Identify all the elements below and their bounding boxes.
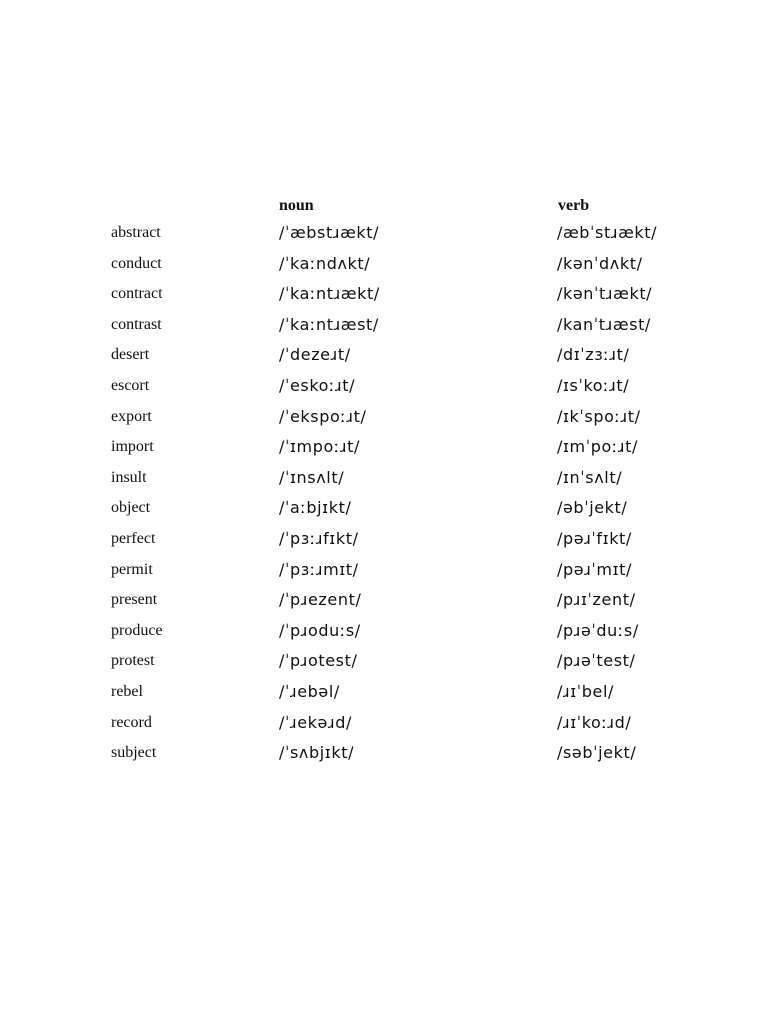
verb-pronunciation: /kanˈtɹæst/ — [557, 314, 651, 334]
noun-column-header: noun — [279, 197, 314, 214]
verb-pronunciation: /pəɹˈfɪkt/ — [557, 528, 632, 548]
noun-pronunciation: /ˈkaːndʌkt/ — [279, 253, 371, 273]
table-row — [0, 681, 768, 712]
noun-pronunciation: /ˈekspoːɹt/ — [279, 406, 367, 426]
table-row — [0, 497, 768, 528]
verb-pronunciation: /pɹəˈduːs/ — [557, 620, 639, 640]
word-label: record — [111, 713, 152, 731]
verb-pronunciation: /kənˈtɹækt/ — [557, 284, 653, 304]
table-row — [0, 222, 768, 253]
noun-pronunciation: /ˈkaːntɹæst/ — [279, 314, 379, 334]
pronunciation-table — [0, 222, 768, 773]
word-label: subject — [111, 744, 157, 762]
verb-pronunciation: /ɪkˈspoːɹt/ — [557, 406, 641, 426]
noun-pronunciation: /ˈkaːntɹækt/ — [279, 284, 380, 304]
word-label: abstract — [111, 224, 161, 241]
noun-pronunciation: /ˈpɹezent/ — [279, 590, 362, 610]
table-row — [0, 742, 768, 773]
word-label: rebel — [111, 682, 143, 700]
word-label: contrast — [111, 315, 162, 333]
table-row — [0, 620, 768, 651]
word-label: import — [111, 438, 154, 456]
noun-pronunciation: /ˈpɜːɹmɪt/ — [279, 559, 359, 579]
table-row — [0, 467, 768, 498]
word-label: produce — [111, 621, 163, 639]
word-label: export — [111, 407, 152, 425]
table-row — [0, 314, 768, 345]
noun-pronunciation: /ˈaːbjɪkt/ — [279, 498, 352, 518]
verb-pronunciation: /ɹɪˈbel/ — [557, 681, 614, 701]
word-label: present — [111, 591, 158, 609]
table-row — [0, 528, 768, 559]
verb-pronunciation: /səbˈjekt/ — [557, 743, 637, 763]
word-label: object — [111, 499, 151, 517]
noun-pronunciation: /ˈpɜːɹfɪkt/ — [279, 528, 359, 548]
verb-column-header: verb — [558, 197, 590, 214]
word-label: escort — [111, 376, 150, 394]
table-row — [0, 589, 768, 620]
word-label: insult — [111, 468, 147, 486]
verb-pronunciation: /əbˈjekt/ — [557, 498, 628, 518]
noun-pronunciation: /ˈeskoːɹt/ — [279, 375, 356, 395]
noun-pronunciation: /ˈsʌbjɪkt/ — [279, 743, 355, 763]
table-row — [0, 712, 768, 743]
verb-pronunciation: /dɪˈzɜːɹt/ — [557, 345, 630, 365]
table-row — [0, 283, 768, 314]
verb-pronunciation: /ɪsˈkoːɹt/ — [557, 375, 630, 395]
word-label: permit — [111, 560, 153, 578]
noun-pronunciation: /ˈɹekəɹd/ — [279, 712, 352, 732]
verb-pronunciation: /pəɹˈmɪt/ — [557, 559, 633, 579]
verb-pronunciation: /kənˈdʌkt/ — [557, 253, 643, 273]
verb-pronunciation: /ɪmˈpoːɹt/ — [557, 437, 638, 457]
noun-pronunciation: /ˈɪmpoːɹt/ — [279, 437, 360, 457]
table-row — [0, 650, 768, 681]
noun-pronunciation: /ˈɹebəl/ — [279, 681, 340, 701]
noun-pronunciation: /ˈpɹoduːs/ — [279, 620, 361, 640]
word-label: perfect — [111, 529, 156, 547]
table-row — [0, 375, 768, 406]
noun-pronunciation: /ˈdezeɹt/ — [279, 345, 351, 365]
table-row — [0, 559, 768, 590]
noun-pronunciation: /ˈɪnsʌlt/ — [279, 467, 345, 487]
table-row — [0, 344, 768, 375]
verb-pronunciation: /pɹɪˈzent/ — [557, 590, 636, 610]
noun-pronunciation: /ˈæbstɹækt/ — [279, 223, 380, 242]
verb-pronunciation: /æbˈstɹækt/ — [557, 223, 658, 242]
word-label: contract — [111, 285, 163, 303]
verb-pronunciation: /ɪnˈsʌlt/ — [557, 467, 623, 487]
word-label: protest — [111, 652, 155, 670]
verb-pronunciation: /ɹɪˈkoːɹd/ — [557, 712, 632, 732]
verb-pronunciation: /pɹəˈtest/ — [557, 651, 636, 671]
table-row — [0, 253, 768, 284]
noun-pronunciation: /ˈpɹotest/ — [279, 651, 358, 671]
word-label: desert — [111, 346, 150, 364]
table-row — [0, 436, 768, 467]
table-row — [0, 406, 768, 437]
word-label: conduct — [111, 254, 162, 272]
